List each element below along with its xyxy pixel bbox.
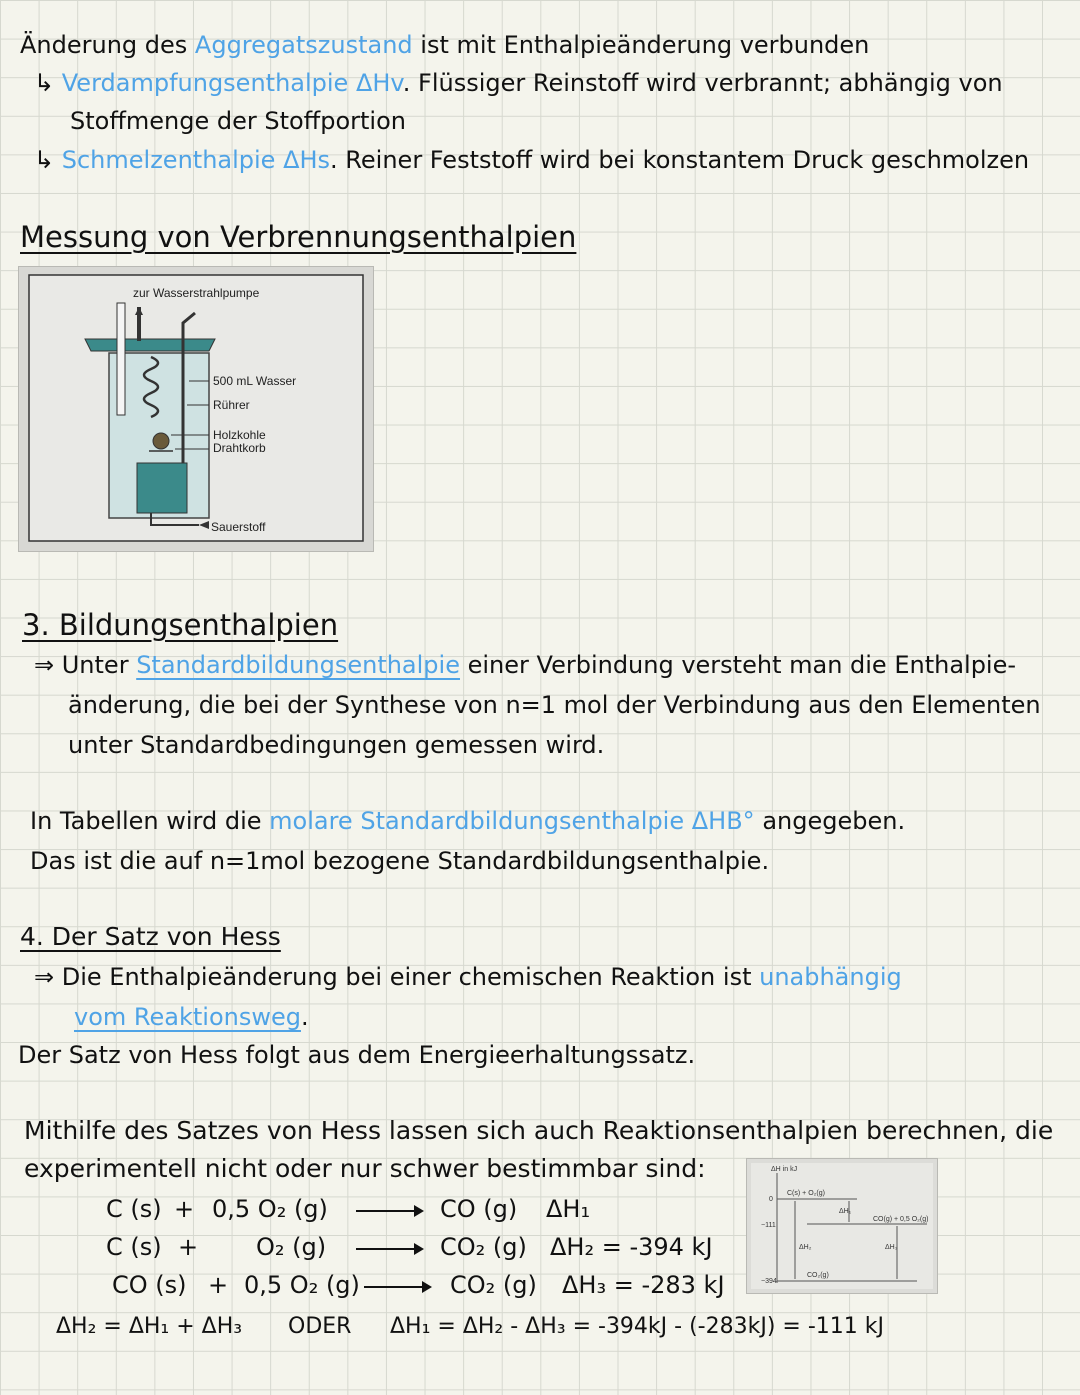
highlight-verdampfungsenthalpie: Verdampfungsenthalpie ΔHv: [61, 69, 403, 97]
intro-line-3: Stoffmenge der Stoffportion: [70, 107, 406, 135]
heading-messung: Messung von Verbrennungsenthalpien: [20, 220, 577, 254]
product: CO₂ (g): [440, 1233, 527, 1261]
text: ist mit Enthalpieänderung verbunden: [412, 31, 870, 59]
dh1-label: ΔH₁: [839, 1208, 852, 1215]
definition-line-1: [34, 650, 1016, 680]
product: CO (g): [440, 1195, 518, 1223]
text: . Reiner Feststoff wird bei konstantem Druck geschmolzen: [330, 146, 1030, 174]
label-holzkohle: Holzkohle: [213, 428, 266, 442]
bullet-arrow-icon: ↳: [34, 69, 55, 97]
reaction-arrow-icon: [356, 1210, 422, 1212]
reactant-1: CO (s): [112, 1271, 187, 1299]
text: ⇒ Die Enthalpieänderung bei einer chemischen Reaktion ist: [34, 963, 760, 991]
highlight-aggregatszustand: Aggregatszustand: [194, 31, 413, 59]
bullet-arrow-icon: ↳: [34, 146, 55, 174]
intro-line-1: [20, 30, 869, 60]
hess-line-1: [34, 962, 902, 992]
text: . Flüssiger Reinstoff wird verbrannt; abhängig von: [402, 69, 1003, 97]
reactant-2: 0,5 O₂ (g): [244, 1271, 360, 1299]
text: Änderung des: [20, 31, 195, 59]
label-ruehrer: Rührer: [213, 398, 250, 412]
hess-line-3: Der Satz von Hess folgt aus dem Energieerhaltungssatz.: [18, 1041, 696, 1069]
text: angegeben.: [754, 807, 906, 835]
reactant-1: C (s): [106, 1233, 162, 1261]
mid-species: CO(g) + 0,5 O₂(g): [873, 1216, 929, 1223]
label-wasser: 500 mL Wasser: [213, 374, 297, 388]
tick-111: −111: [761, 1222, 776, 1229]
reactant-2: O₂ (g): [256, 1233, 327, 1261]
highlight-standardbildungsenthalpie: Standardbildungsenthalpie: [136, 651, 460, 679]
plus: +: [208, 1271, 229, 1299]
top-species: C(s) + O₂(g): [787, 1190, 825, 1197]
reaction-arrow-icon: [356, 1248, 422, 1250]
table-note-line-2: Das ist die auf n=1mol bezogene Standardbildungsenthalpie.: [30, 847, 770, 875]
highlight-molare: molare Standardbildungsenthalpie ΔHB°: [269, 807, 755, 835]
calorimeter-figure: [18, 266, 374, 552]
final-relation: ΔH₂ = ΔH₁ + ΔH₃: [56, 1314, 243, 1339]
enthalpy: ΔH₁: [546, 1195, 591, 1223]
bottom-species: CO₂(g): [807, 1272, 829, 1279]
dh3-label: ΔH₃: [885, 1244, 898, 1251]
text: In Tabellen wird die: [30, 807, 270, 835]
highlight-reaktionsweg: vom Reaktionsweg: [74, 1003, 301, 1031]
heading-hess: 4. Der Satz von Hess: [20, 922, 281, 951]
plus: +: [178, 1233, 199, 1261]
text: ⇒ Unter: [34, 651, 137, 679]
text: .: [300, 1003, 309, 1031]
table-note-line-1: [30, 806, 905, 836]
text: einer Verbindung versteht man die Enthalpie-: [459, 651, 1017, 679]
reactant-2: 0,5 O₂ (g): [212, 1195, 328, 1223]
enthalpy: ΔH₂ = -394 kJ: [550, 1233, 713, 1261]
heading-bildungsenthalpien: 3. Bildungsenthalpien: [22, 608, 339, 642]
hess-line-2: [74, 1002, 309, 1032]
axis-label: ΔH in kJ: [771, 1166, 798, 1173]
enthalpy-diagram: [746, 1158, 938, 1294]
tick-394: −394: [761, 1278, 777, 1285]
label-sauerstoff: Sauerstoff: [211, 520, 266, 534]
label-wasserstrahlpumpe: zur Wasserstrahlpumpe: [133, 286, 260, 300]
intro-line-2: [34, 68, 1003, 98]
plus: +: [174, 1195, 195, 1223]
highlight-unabhaengig: unabhängig: [759, 963, 902, 991]
definition-line-2: änderung, die bei der Synthese von n=1 mol der Verbindung aus den Elementen: [68, 691, 1041, 719]
intro-line-4: [34, 145, 1029, 175]
tick-0: 0: [769, 1196, 773, 1203]
dh2-label: ΔH₂: [799, 1244, 812, 1251]
label-drahtkorb: Drahtkorb: [213, 441, 266, 455]
highlight-schmelzenthalpie: Schmelzenthalpie ΔHs: [61, 146, 331, 174]
reaction-arrow-icon: [364, 1286, 430, 1288]
reactant-1: C (s): [106, 1195, 162, 1223]
hess-line-5: experimentell nicht oder nur schwer bestimmbar sind:: [24, 1154, 706, 1183]
enthalpy: ΔH₃ = -283 kJ: [562, 1271, 725, 1299]
final-calculation: ΔH₁ = ΔH₂ - ΔH₃ = -394kJ - (-283kJ) = -111 kJ: [390, 1314, 884, 1339]
final-oder: ODER: [288, 1314, 352, 1339]
definition-line-3: unter Standardbedingungen gemessen wird.: [68, 731, 605, 759]
hess-line-4: Mithilfe des Satzes von Hess lassen sich auch Reaktionsenthalpien berechnen, die: [24, 1116, 1054, 1145]
product: CO₂ (g): [450, 1271, 537, 1299]
